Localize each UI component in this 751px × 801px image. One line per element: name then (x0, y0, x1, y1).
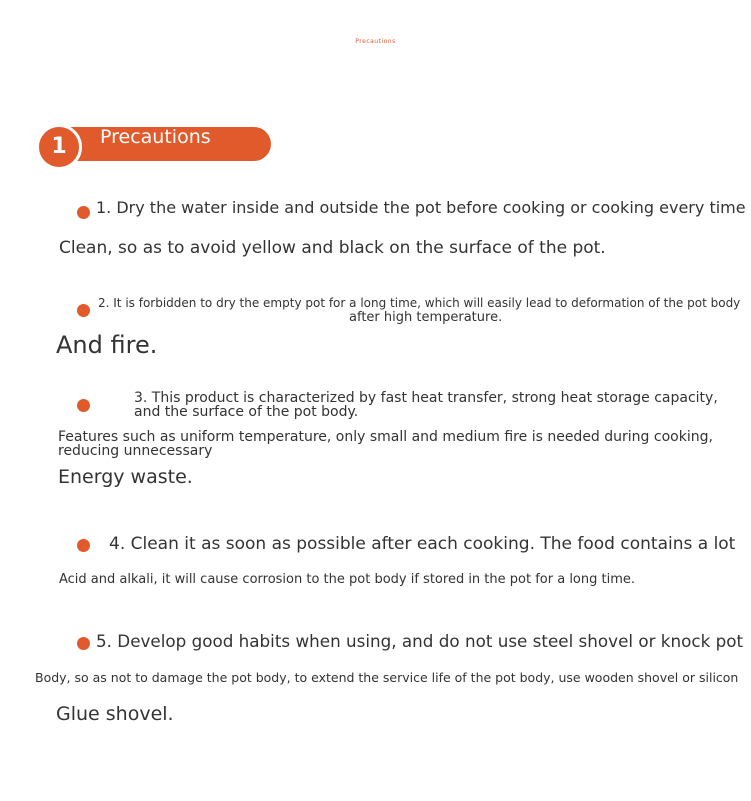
item-2-line-2: And fire. (56, 331, 158, 359)
item-4-line-2: Acid and alkali, it will cause corrosion to the pot body if stored in the pot for a long time. (59, 572, 636, 587)
bullet-dot (77, 637, 90, 650)
item-3-line-1: 3. This product is characterized by fast heat transfer, strong heat storage capacity, (134, 390, 718, 406)
item-2-line-1b: after high temperature. (349, 310, 503, 325)
item-2-line-1: 2. It is forbidden to dry the empty pot for a long time, which will easily lead to deformation of the pot body (98, 296, 741, 310)
item-5-line-2: Body, so as not to damage the pot body, to extend the service life of the pot body, use wooden shovel or silicon (35, 670, 739, 685)
item-3-line-1b: and the surface of the pot body. (134, 404, 359, 420)
bullet-dot (77, 539, 90, 552)
item-1-line-2: Clean, so as to avoid yellow and black on the surface of the pot. (59, 238, 606, 258)
page-title: Precautions (355, 38, 396, 45)
bullet-dot (77, 304, 90, 317)
item-1-line-1: 1. Dry the water inside and outside the pot before cooking or cooking every time (96, 198, 746, 217)
item-3-line-2: Features such as uniform temperature, only small and medium fire is needed during cooking, (58, 429, 713, 445)
item-5-line-1: 5. Develop good habits when using, and do not use steel shovel or knock pot (96, 631, 744, 651)
section-header-label: Precautions (100, 126, 211, 148)
item-5-line-3: Glue shovel. (56, 703, 174, 725)
item-4-line-1: 4. Clean it as soon as possible after each cooking. The food contains a lot (109, 534, 736, 554)
bullet-dot (77, 399, 90, 412)
item-3-line-2b: reducing unnecessary (58, 443, 213, 459)
bullet-dot (77, 206, 90, 219)
item-3-line-3: Energy waste. (58, 466, 193, 488)
section-number-badge: 1 (36, 124, 82, 170)
